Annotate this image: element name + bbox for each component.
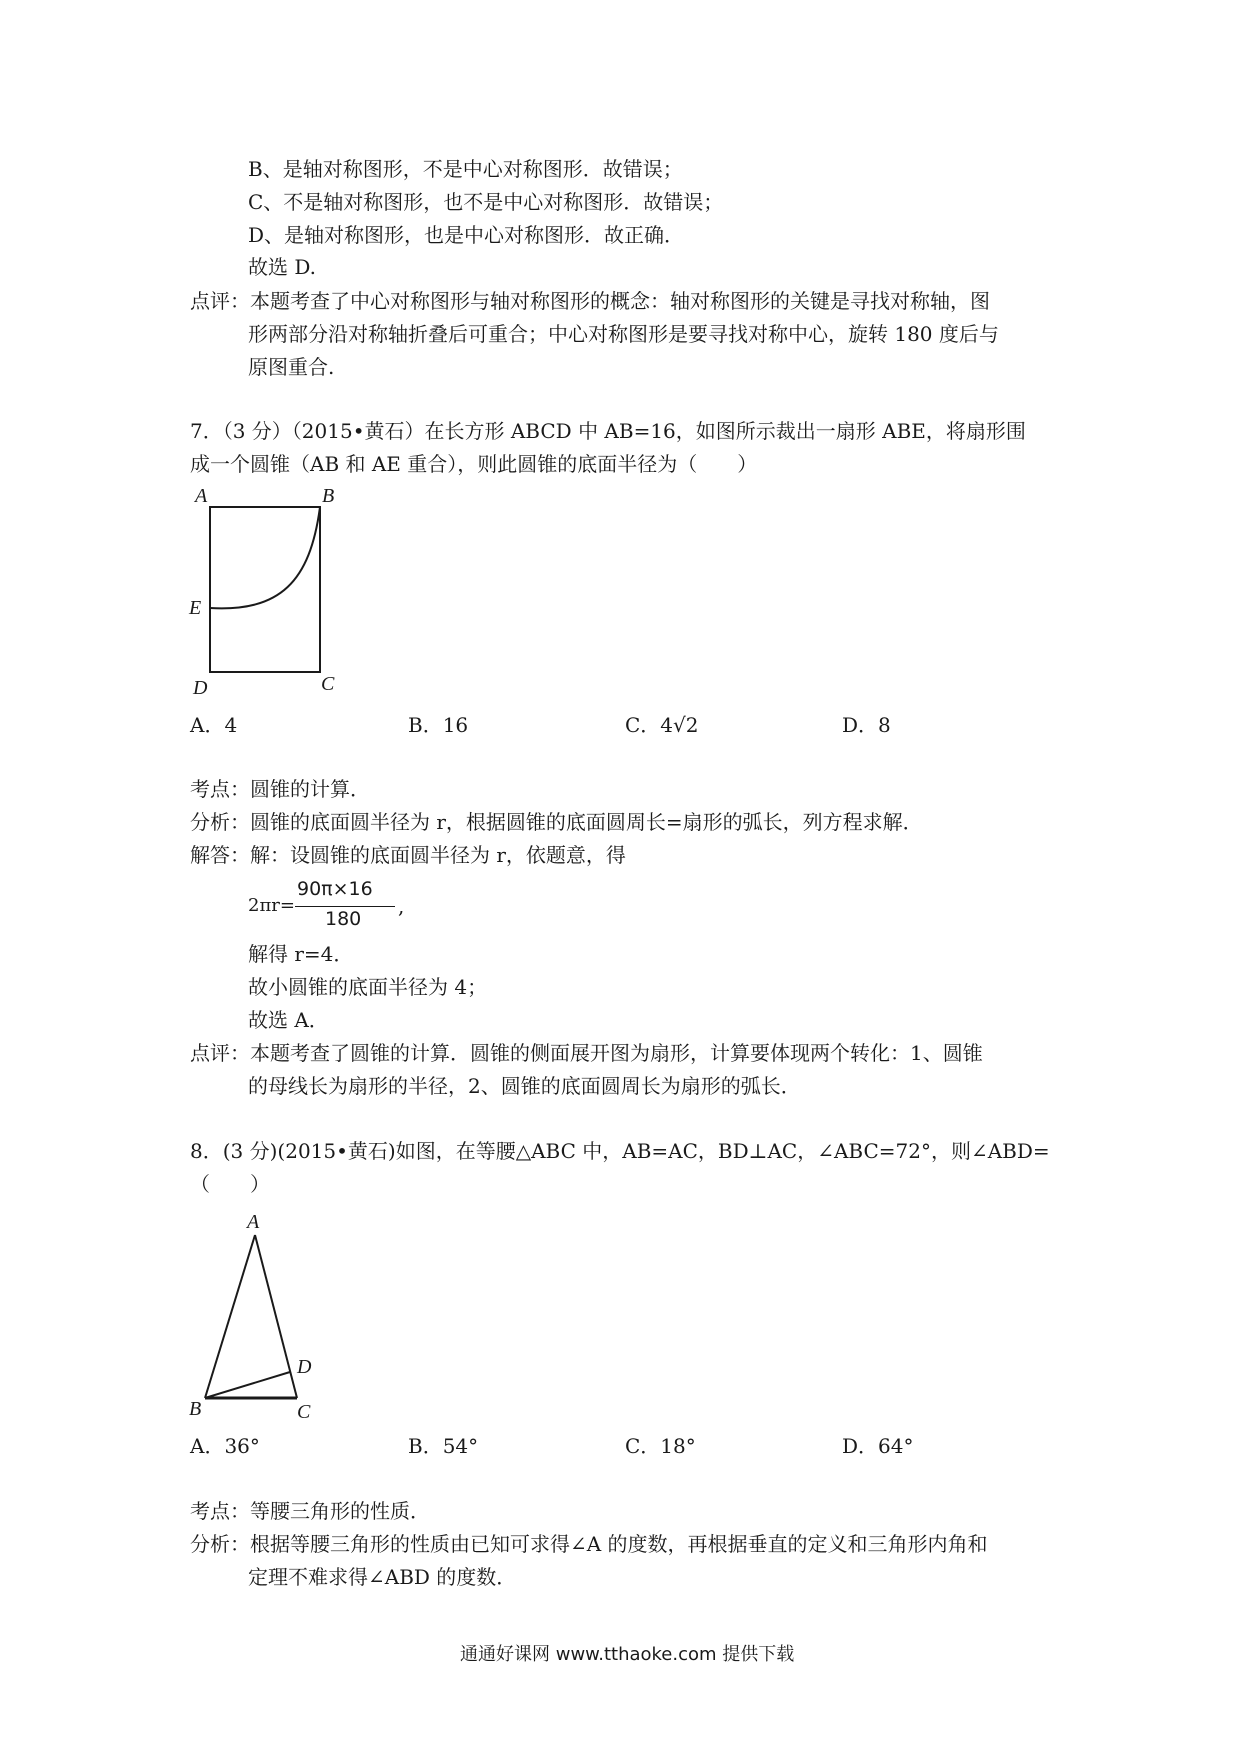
q7-step-3: 故选 A． — [248, 1008, 329, 1032]
q7-stem-line-2: 成一个圆锥（AB 和 AE 重合），则此圆锥的底面半径为（ ） — [190, 452, 758, 476]
q7-option-b: B．16 — [408, 713, 469, 737]
q7-fenxi: 分析：圆锥的底面圆半径为 r，根据圆锥的底面圆周长=扇形的弧长，列方程求解． — [190, 810, 923, 834]
solution-line-c: C、不是轴对称图形，也不是中心对称图形．故错误； — [248, 190, 724, 214]
q8-fenxi-1: 分析：根据等腰三角形的性质由已知可求得∠A 的度数，再根据垂直的定义和三角形内角和 — [190, 1532, 988, 1556]
q8-fenxi-2: 定理不难求得∠ABD 的度数． — [248, 1565, 517, 1589]
q7-option-a: A．4 — [190, 713, 238, 737]
solution-line-d: D、是轴对称图形，也是中心对称图形．故正确． — [248, 223, 685, 247]
arc-be — [210, 507, 320, 608]
q7-stem-line-1: 7．（3 分）（2015•黄石）在长方形 ABCD 中 AB=16，如图所示裁出一扇形 ABE，将扇形围 — [190, 419, 1026, 443]
label-c: C — [297, 1401, 311, 1423]
q7-option-d: D．8 — [842, 713, 891, 737]
q7-step-2: 故小圆锥的底面半径为 4； — [248, 975, 488, 999]
equation-prefix: 2πr= — [248, 895, 295, 916]
rectangle-abcd — [210, 507, 320, 672]
equation-fraction — [295, 878, 395, 938]
label-c: C — [321, 673, 335, 695]
q8-triangle-figure — [185, 1205, 335, 1425]
comment-line-3: 原图重合. — [248, 355, 335, 379]
fraction-denominator: 180 — [325, 908, 362, 930]
q7-comment-2: 的母线长为扇形的半径，2、圆锥的底面圆周长为扇形的弧长． — [248, 1074, 801, 1098]
comment-line-1: 点评：本题考查了中心对称图形与轴对称图形的概念：轴对称图形的关键是寻找对称轴，图 — [190, 289, 990, 313]
q8-option-a: A．36° — [190, 1434, 260, 1458]
q7-kaodian: 考点：圆锥的计算． — [190, 777, 370, 801]
label-d: D — [193, 677, 208, 699]
solution-answer: 故选 D. — [248, 255, 317, 279]
q8-option-d: D．64° — [842, 1434, 914, 1458]
label-e: E — [189, 597, 202, 619]
q8-option-b: B．54° — [408, 1434, 479, 1458]
fraction-numerator: 90π×16 — [297, 878, 373, 900]
q7-jieda: 解答：解：设圆锥的底面圆半径为 r，依题意，得 — [190, 843, 626, 867]
q7-option-c: C．4√2 — [625, 713, 699, 737]
label-d: D — [297, 1356, 312, 1378]
solution-line-b: B、是轴对称图形，不是中心对称图形．故错误； — [248, 157, 683, 181]
q7-step-1: 解得 r=4． — [248, 942, 354, 966]
q7-equation — [248, 878, 448, 938]
label-b: B — [322, 485, 335, 507]
q7-rectangle-figure — [185, 482, 365, 702]
segment-bd — [205, 1372, 290, 1398]
q8-kaodian: 考点：等腰三角形的性质． — [190, 1499, 430, 1523]
page-footer: 通通好课网 www.tthaoke.com 提供下载 — [460, 1644, 795, 1665]
q7-comment-1: 点评：本题考查了圆锥的计算．圆锥的侧面展开图为扇形，计算要体现两个转化：1、圆锥 — [190, 1041, 983, 1065]
side-ac — [255, 1235, 297, 1398]
comment-line-2: 形两部分沿对称轴折叠后可重合；中心对称图形是要寻找对称中心，旋转 180 度后与 — [248, 322, 999, 346]
side-ab — [205, 1235, 255, 1398]
equation-suffix: , — [398, 894, 405, 918]
label-b: B — [189, 1398, 202, 1420]
label-a: A — [195, 485, 208, 507]
fraction-bar — [295, 906, 395, 907]
q8-stem-line-1: 8．(3 分)(2015•黄石)如图，在等腰△ABC 中，AB=AC，BD⊥AC，∠ABC=72°，则∠ABD= — [190, 1139, 1050, 1163]
q8-stem-line-2: （ ） — [190, 1172, 270, 1196]
q8-option-c: C．18° — [625, 1434, 696, 1458]
label-a: A — [247, 1211, 260, 1233]
